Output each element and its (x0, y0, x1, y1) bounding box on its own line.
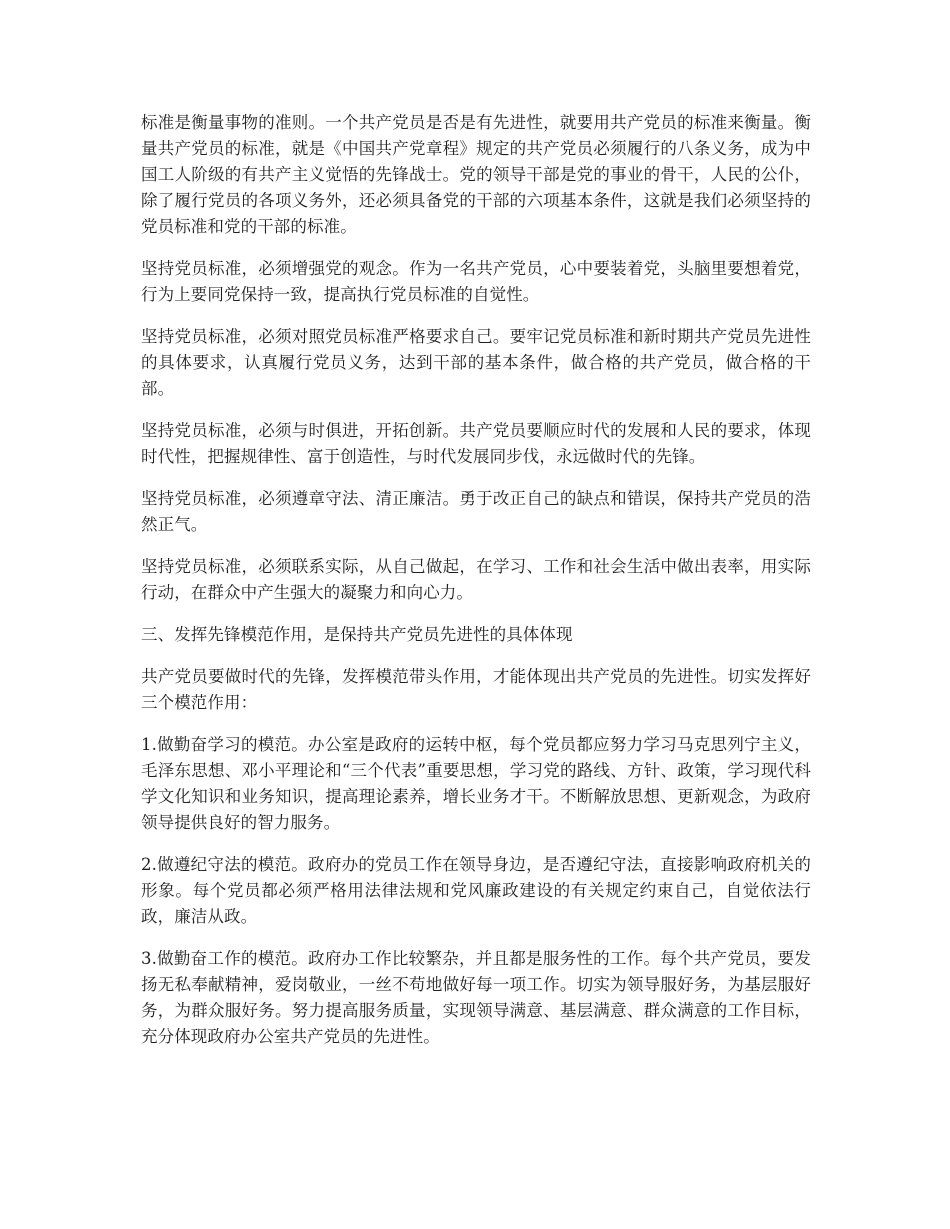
paragraph-7: 共产党员要做时代的先锋，发挥模范带头作用，才能体现出共产党员的先进性。切实发挥好三个模范作用： (141, 667, 811, 712)
document-body (141, 110, 811, 1066)
list-item-3: 3.做勤奋工作的模范。政府办工作比较繁杂，并且都是服务性的工作。每个共产党员，要发扬无私奉献精神，爱岗敬业，一丝不苟地做好每一项工作。切实为领导服好务，为基层服好务，为群众服好务。努力提高服务质量，实现领导满意、基层满意、群众满意的工作目标，充分体现政府办公室共产党员的先进性。 (141, 949, 811, 1046)
paragraph-3: 坚持党员标准，必须对照党员标准严格要求自己。要牢记党员标准和新时期共产党员先进性的具体要求，认真履行党员义务，达到干部的基本条件，做合格的共产党员，做合格的干部。 (141, 327, 811, 398)
paragraph-5: 坚持党员标准，必须遵章守法、清正廉洁。勇于改正自己的缺点和错误，保持共产党员的浩然正气。 (141, 489, 811, 534)
list-item-2: 2.做遵纪守法的模范。政府办的党员工作在领导身边，是否遵纪守法，直接影响政府机关的形象。每个党员都必须严格用法律法规和党风廉政建设的有关规定约束自己，自觉依法行政，廉洁从政。 (141, 855, 811, 926)
section-heading: 三、发挥先锋模范作用，是保持共产党员先进性的具体体现 (141, 625, 573, 644)
list-item-1: 1.做勤奋学习的模范。办公室是政府的运转中枢，每个党员都应努力学习马克思列宁主义，毛泽东思想、邓小平理论和“三个代表”重要思想，学习党的路线、方针、政策，学习现代科学文化知识和业务知识，提高理论素养，增长业务才干。不断解放思想、更新观念，为政府领导提供良好的智力服务。 (141, 735, 811, 832)
paragraph-4: 坚持党员标准，必须与时俱进，开拓创新。共产党员要顺应时代的发展和人民的要求，体现时代性，把握规律性、富于创造性，与时代发展同步伐，永远做时代的先锋。 (141, 421, 811, 466)
paragraph-6: 坚持党员标准，必须联系实际，从自己做起，在学习、工作和社会生活中做出表率，用实际行动，在群众中产生强大的凝聚力和向心力。 (141, 557, 811, 602)
paragraph-2: 坚持党员标准，必须增强党的观念。作为一名共产党员，心中要装着党，头脑里要想着党，行为上要同党保持一致，提高执行党员标准的自觉性。 (141, 259, 811, 304)
paragraph-1: 标准是衡量事物的准则。一个共产党员是否是有先进性，就要用共产党员的标准来衡量。衡量共产党员的标准，就是《中国共产党章程》规定的共产党员必须履行的八条义务，成为中国工人阶级的有共产主义觉悟的先锋战士。党的领导干部是党的事业的骨干，人民的公仆，除了履行党员的各项义务外，还必须具备党的干部的六项基本条件，这就是我们必须坚持的党员标准和党的干部的标准。 (141, 113, 811, 236)
